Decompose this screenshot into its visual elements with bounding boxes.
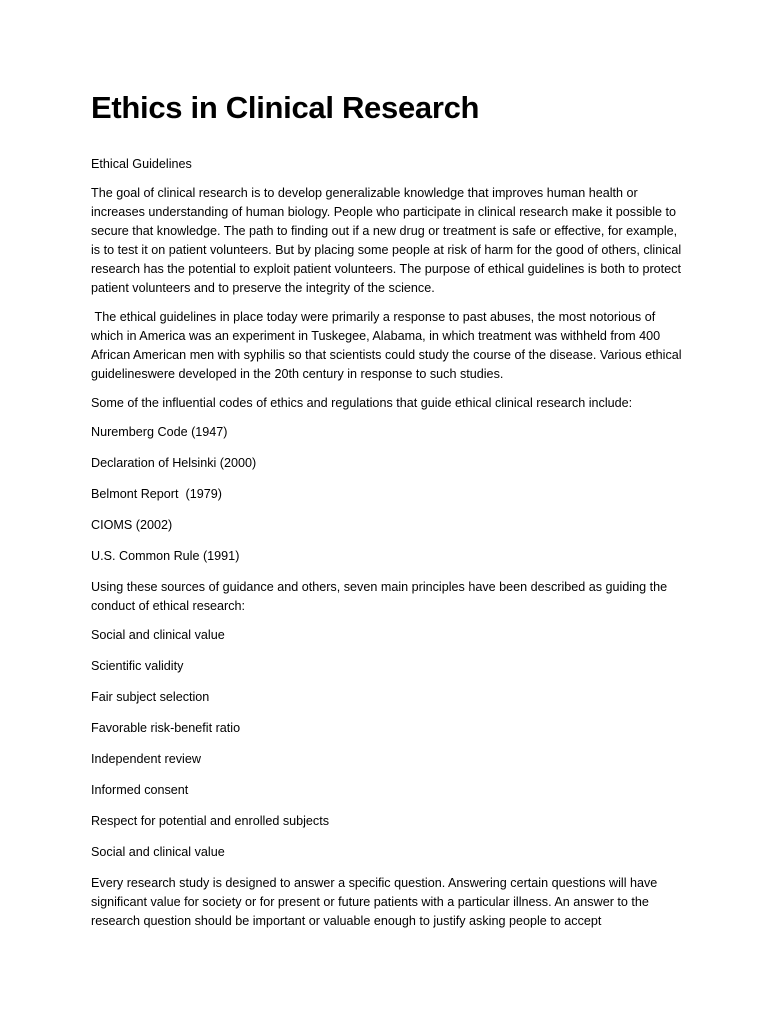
paragraph: The goal of clinical research is to develop generalizable knowledge that improves human health or increases understanding of human biology. People who participate in clinical research make it possible to secure that knowledge. The path to finding out if a new drug or treatment is safe or effective, for example, is to test it on patient volunteers. But by placing some people at risk of harm for the good of others, clinical research has the potential to exploit patient volunteers. The purpose of ethical guidelines is both to protect patient volunteers and to preserve the integrity of the science. — [91, 186, 682, 295]
paragraph: Some of the influential codes of ethics and regulations that guide ethical clinical research include: — [91, 396, 633, 410]
paragraph: The ethical guidelines in place today were primarily a response to past abuses, the most notorious of which in America was an experiment in Tuskegee, Alabama, in which treatment was withheld from 400 African American men with syphilis so that scientists could study the course of the disease. Various ethical guidelineswere developed in the 20th century in response to such studies. — [91, 310, 686, 381]
principle-item: Informed consent — [91, 783, 189, 797]
code-item: Belmont Report (1979) — [91, 487, 222, 501]
principle-item: Favorable risk-benefit ratio — [91, 721, 241, 735]
principle-item: Respect for potential and enrolled subjects — [91, 814, 330, 828]
subsection-heading: Social and clinical value — [91, 845, 225, 859]
code-item: Declaration of Helsinki (2000) — [91, 456, 257, 470]
principle-item: Fair subject selection — [91, 690, 210, 704]
section-heading: Ethical Guidelines — [91, 157, 192, 171]
document-title: Ethics in Clinical Research — [91, 90, 480, 125]
code-item: CIOMS (2002) — [91, 518, 173, 532]
principles-intro: Using these sources of guidance and others, seven main principles have been described as guiding the conduct of ethical research: — [91, 580, 668, 613]
code-item: Nuremberg Code (1947) — [91, 425, 228, 439]
subsection-paragraph: Every research study is designed to answer a specific question. Answering certain questions will have significant value for society or for present or future patients with a particular illness. An answer to the research question should be important or valuable enough to justify asking people to accept — [91, 876, 658, 928]
principle-item: Scientific validity — [91, 659, 184, 673]
principle-item: Independent review — [91, 752, 201, 766]
code-item: U.S. Common Rule (1991) — [91, 549, 240, 563]
principle-item: Social and clinical value — [91, 628, 225, 642]
document-body — [91, 86, 686, 941]
